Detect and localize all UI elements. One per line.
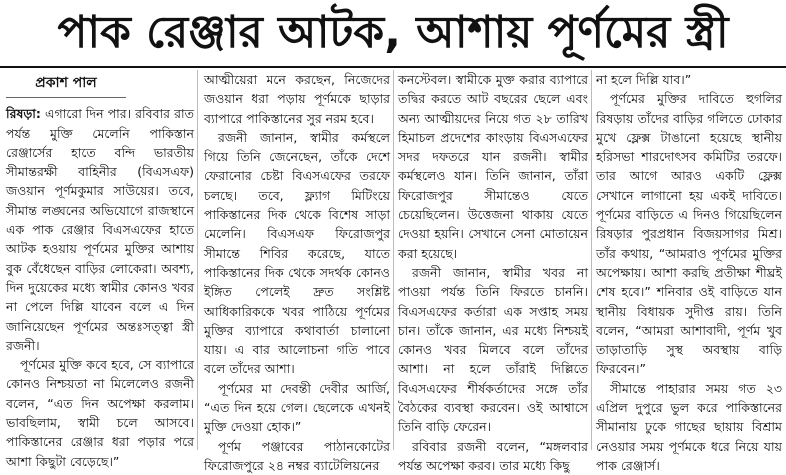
paragraph: পূর্ণমের মুক্তি কবে হবে, সে ব্যাপারে কোনও নিশ্চয়তা না মিলেলেও রজনী বলেন, “এত দিন অপেক্ষা করলাম। ভাবছিলাম, স্বামী চলে আসবে। পাকিস্তানের রেঞ্জার ধরা পড়ার পরে আশা কিছুটা বেড়েছে।” [6,357,194,469]
paragraph: পূর্ণমের মা দেবন্তী দেবীর আর্জি, “এত দিন হয়ে গেল। ছেলেকে এখনই মুক্তি দেওয়া হোক।” [204,380,390,435]
paragraph: রবিবার রজনী বলেন, “মঙ্গলবার পর্যন্ত অপেক্ষা করব। তার মধ্যে কিছু [398,438,588,473]
dateline-place: রিষড়া: [6,106,41,122]
headline: পাক রেঞ্জার আটক, আশায় পূর্ণমের স্ত্রী [57,7,729,58]
paragraph: পূর্ণম পঞ্জাবের পাঠানকোটের ফিরোজপুরে ২৪ নম্বর ব্যাটেলিয়নের [204,438,390,473]
headline-rule [0,66,786,68]
paragraph: পূর্ণমের মুক্তির দাবিতে হুগলির রিষড়ায় তাঁদের বাড়ির গলিতে ঢোকার মুখে ফ্লেক্স টাঙানো হয়েছে স্থানীয় হরিসভা শারদোৎসব কমিটির তরফে। তার আগে আরও একটি ফ্লেক্স সেখানে লাগানো হয় একই দাবিতে। পূর্ণমের বাড়িতে এ দিনও গিয়েছিলেন রিষড়ার পুরপ্রধান বিজয়সাগর মিশ্র। তাঁর কথায়, “আমরাও পূর্ণমের মুক্তির অপেক্ষায়। আশা করছি প্রতীক্ষা শীঘ্রই শেষ হবে।” শনিবার ওই বাড়িতে যান স্থানীয় বিধায়ক সুদীপ্ত রায়। তিনি বলেন, “আমরা আশাবাদী, পূর্ণম খুব তাড়াতাড়ি সুস্থ অবস্থায় বাড়ি ফিরবেন।” [596,91,782,377]
paragraph: সীমান্তে পাহারার সময় গত ২৩ এপ্রিল দুপুরে ভুল করে পাকিস্তানের সীমানায় ঢুকে গাছের ছায়ায় বিশ্রাম নেওয়ার সময় পূর্ণমকে ধরে নিয়ে যায় পাক রেঞ্জার্স। [596,380,782,473]
paragraph: কনস্টেবল। স্বামীকে মুক্ত করার ব্যাপারে তদ্বির করতে আট বছরের ছেলে এবং অন্য আত্মীয়দের নিয়ে গত ২৮ তারিখ হিমাচল প্রদেশের কাংড়ায় বিএসএফের সদর দফতরে যান রজনী। স্বামীর কর্মস্থলেও যান। তিনি জানান, তাঁরা ফিরোজপুর সীমান্তেও যেতে চেয়েছিলেন। উত্তেজনা থাকায় যেতে দেওয়া হয়নি। সেখানে সেনা মোতায়েন করা হয়েছে। [398,72,588,261]
paragraph-text: এগারো দিন পার। রবিবার রাত পর্যন্ত মুক্তি মেলেনি পাকিস্তান রেঞ্জার্সের হাতে বন্দি ভারতীয় সীমান্তরক্ষী বাহিনীর (বিএসএফ) জওয়ান পূর্ণমকুমার সাউয়ের। তবে, সীমান্ত লঙ্ঘনের অভিযোগে রাজস্থানে এক পাক রেঞ্জার বিএসএফের হাতে আটক হওয়ায় পূর্ণমের মুক্তির আশায় বুক বেঁধেছেন বাড়ির লোকেরা। অবশ্য, দিন দুয়েকের মধ্যে স্বামীর কোনও খবর না পেলে দিল্লি যাবেন বলে এ দিন জানিয়েছেন পূর্ণমের অন্তঃসত্ত্বা স্ত্রী রজনী। [6,106,194,353]
article-column-1 [6,70,194,469]
column-divider [591,70,592,450]
article-column-2 [204,70,390,473]
column-divider [393,70,394,450]
column-divider [197,70,198,450]
paragraph: আত্মীয়েরা মনে করছেন, নিজেদের জওয়ান ধরা পড়ায় পূর্ণমকে ছাড়ার ব্যাপারে পাকিস্তানের সুর নরম হবে। [204,72,390,126]
byline: প্রকাশ পাল [6,74,126,98]
paragraph: না হলে দিল্লি যাব।” [596,72,692,87]
paragraph: রজনী জানান, স্বামীর খবর না পাওয়া পর্যন্ত তিনি ফিরতে চাননি। বিএসএফের কর্তারা এক সপ্তাহ সময় চান। তাঁকে জানান, এর মধ্যে নিশ্চয়ই কোনও খবর মিলবে বলে তাঁদের আশা। না হলে তাঁরাই দিল্লিতে বিএসএফের শীর্ষকর্তাদের সঙ্গে তাঁর বৈঠকের ব্যবস্থা করবেন। ওই আশ্বাসে তিনি বাড়ি ফেরেন। [398,264,588,435]
paragraph [6,104,194,355]
article-column-4 [596,70,782,473]
paragraph: রজনী জানান, স্বামীর কর্মস্থলে গিয়ে তিনি জেনেছেন, তাঁকে দেশে ফেরানোর চেষ্টা বিএসএফের তরফে চলছে। তবে, ফ্ল্যাগ মিটিংয়ে পাকিস্তানের দিক থেকে বিশেষ সাড়া মেলেনি। বিএসএফ ফিরোজপুর সীমান্তে শিবির করেছে, যাতে পাকিস্তানের দিক থেকে সদর্থক কোনও ইঙ্গিত পেলেই দ্রুত সংশ্লিষ্ট আধিকারিককে খবর পাঠিয়ে পূর্ণমের মুক্তির ব্যাপারে কথাবার্তা চালানো যায়। এ বার আলোচনা গতি পাবে বলে তাঁদের আশা। [204,129,390,377]
article-column-3 [398,70,588,473]
